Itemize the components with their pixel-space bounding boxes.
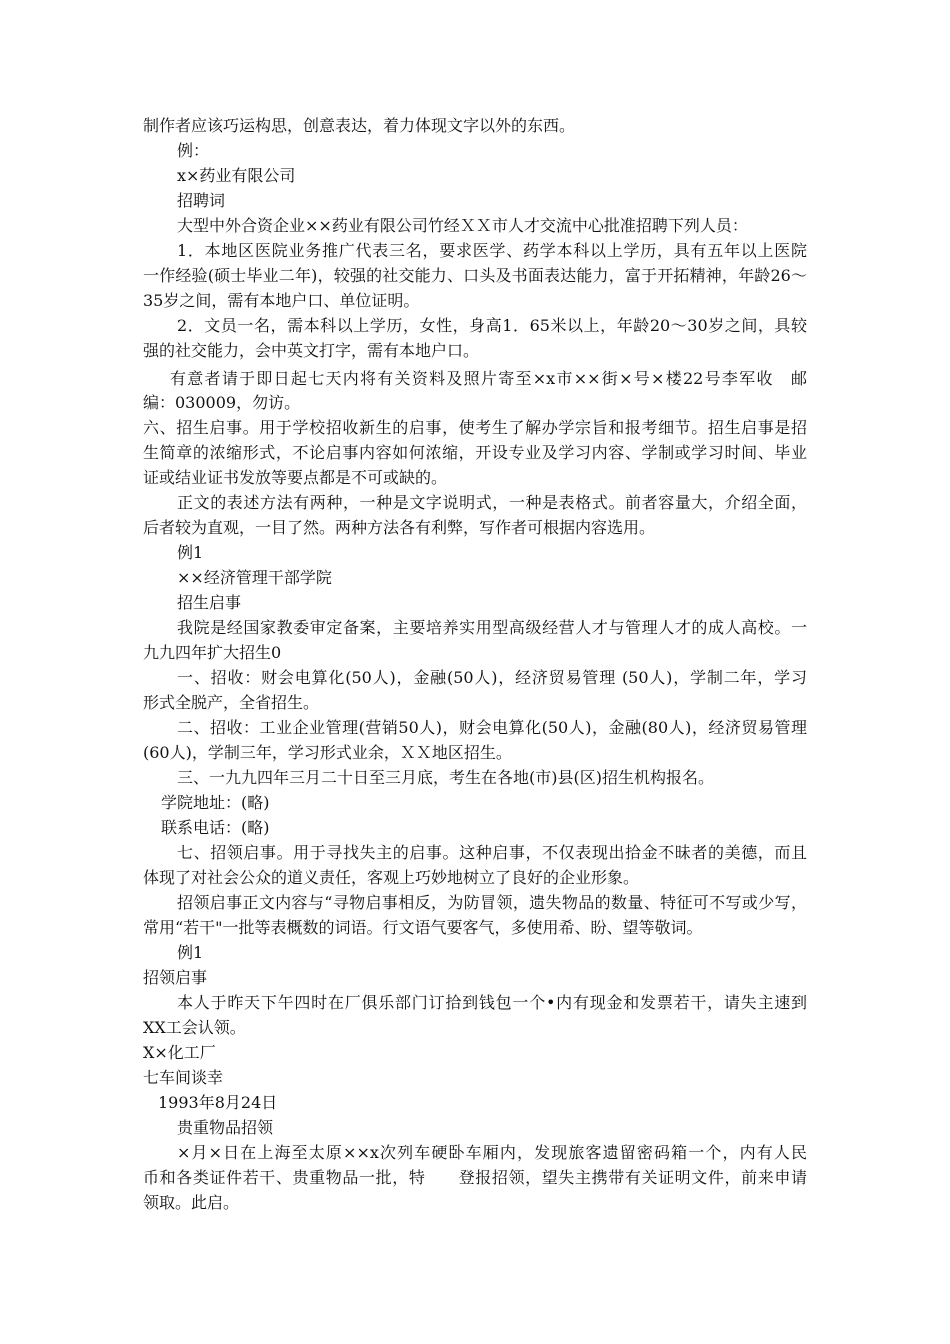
text-line: 例1 (177, 943, 204, 962)
text-line: 生简章的浓缩形式，不论启事内容如何浓缩，开设专业及学习内容、学制或学习时间、毕业 (143, 443, 807, 462)
text-line: 正文的表述方法有两种，一种是文字说明式，一种是表格式。前者容量大，介绍全面， (177, 493, 807, 512)
text-line: 大型中外合资企业××药业有限公司竹经ＸＸ市人才交流中心批准招聘下列人员： (177, 216, 748, 235)
text-line: 七、招领启事。用于寻找失主的启事。这种启事，不仅表现出拾金不昧者的美德，而且 (177, 843, 807, 862)
text-line: X×化工厂 (143, 1043, 216, 1062)
text-line: 35岁之间，需有本地户口、单位证明。 (143, 291, 420, 310)
text-line: (60人)，学制三年，学习形式业余，ＸＸ地区招生。 (143, 743, 512, 762)
text-line: 招领启事正文内容与“寻物启事相反，为防冒领，遗失物品的数量、特征可不写或少写， (177, 893, 807, 912)
text-line: 例1 (177, 543, 204, 562)
text-line: 1．本地区医院业务推广代表三名，要求医学、药学本科以上学历，具有五年以上医院 (177, 241, 807, 260)
text-line: 七车间谈幸 (143, 1068, 224, 1087)
text-line: 招生启事 (177, 593, 242, 612)
text-line: 联系电话：(略) (161, 818, 270, 837)
text-line: 我院是经国家教委审定备案，主要培养实用型高级经营人才与管理人才的成人高校。一 (177, 618, 807, 637)
text-line: 有意者请于即日起七天内将有关资料及照片寄至×x市××街×号×楼22号李军收 邮 (170, 369, 807, 388)
text-line: 编：030009，勿访。 (143, 393, 301, 412)
text-line: 制作者应该巧运构思，创意表达，着力体现文字以外的东西。 (143, 116, 576, 135)
text-line: XX工会认领。 (143, 1018, 246, 1037)
text-line: ××经济管理干部学院 (177, 568, 332, 587)
text-line: 后者较为直观，一目了然。两种方法各有利弊，写作者可根据内容选用。 (143, 518, 656, 537)
text-line: 形式全脱产，全省招生。 (143, 693, 320, 712)
text-line: 九九四年扩大招生0 (143, 643, 282, 662)
text-line: 学院地址：(略) (161, 793, 270, 812)
text-line: x×药业有限公司 (177, 166, 296, 185)
text-line: 1993年8月24日 (158, 1093, 278, 1112)
text-line: 领取。此启。 (143, 1193, 240, 1212)
text-line: 六、招生启事。用于学校招收新生的启事，使考生了解办学宗旨和报考细节。招生启事是招 (143, 418, 807, 437)
text-line: 证或结业证书发放等要点都是不可或缺的。 (143, 468, 448, 487)
text-line: 招聘词 (177, 191, 226, 210)
text-line: 一、招收：财会电算化(50人)，金融(50人)，经济贸易管理 (50人)，学制二年，学习 (177, 668, 807, 687)
text-line: 常用“若干"一批等表概数的词语。行文语气要客气，多使用希、盼、望等敬词。 (143, 918, 703, 937)
text-line: 币和各类证件若干、贵重物品一批，特 登报招领，望失主携带有关证明文件，前来申请 (143, 1168, 807, 1187)
text-line: 2．文员一名，需本科以上学历，女性，身高1．65米以上，年龄20～30岁之间，具较 (177, 316, 807, 335)
text-line: 招领启事 (143, 968, 208, 987)
text-line: 三、一九九四年三月二十日至三月底，考生在各地(市)县(区)招生机构报名。 (177, 768, 714, 787)
text-line: 二、招收：工业企业管理(营销50人)，财会电算化(50人)，金融(80人)，经济贸易管理 (177, 718, 807, 737)
text-line: 一作经验(硕士毕业二年)，较强的社交能力、口头及书面表达能力，富于开拓精神，年龄26～ (143, 266, 807, 285)
text-line: 强的社交能力，会中英文打字，需有本地户口。 (143, 341, 480, 360)
text-line: 例： (177, 141, 210, 160)
text-line: ×月×日在上海至太原××x次列车硬卧车厢内，发现旅客遗留密码箱一个，内有人民 (177, 1143, 807, 1162)
text-line: 体现了对社会公众的道义责任，客观上巧妙地树立了良好的企业形象。 (143, 868, 640, 887)
text-line: 本人于昨天下午四时在厂俱乐部门订拾到钱包一个•内有现金和发票若干，请失主速到 (177, 993, 807, 1012)
text-line: 贵重物品招领 (177, 1118, 274, 1137)
